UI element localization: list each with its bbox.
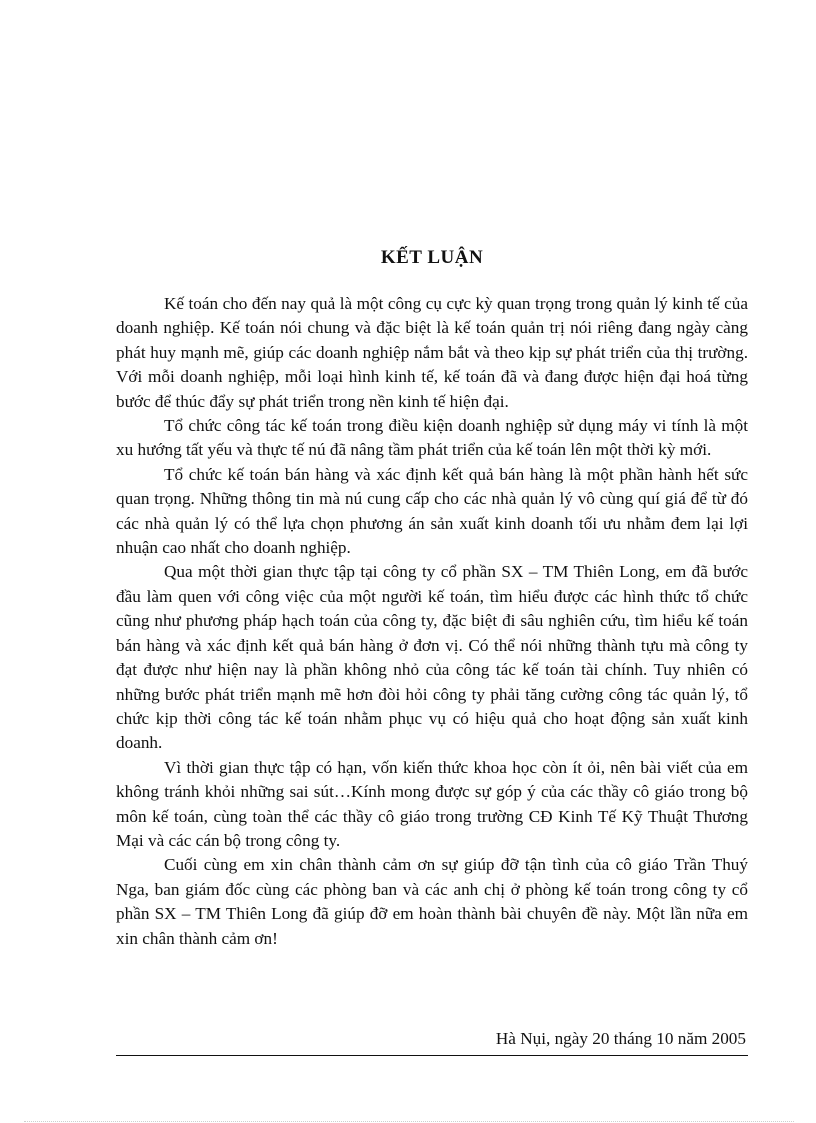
page-edge-divider bbox=[24, 1121, 794, 1122]
paragraph-6: Cuối cùng em xin chân thành cảm ơn sự giúp đỡ tận tình của cô giáo Trần Thuý Nga, ban giám đốc cùng các phòng ban và các anh chị ở phòng kế toán trong công ty cổ phần SX – TM Thiên Long đã giúp đỡ em hoàn thành bài chuyên đề này. Một lần nữa em xin chân thành cảm ơn! bbox=[116, 855, 748, 948]
paragraph-5: Vì thời gian thực tập có hạn, vốn kiến thức khoa học còn ít ỏi, nên bài viết của em không tránh khỏi những sai sút…Kính mong được sự góp ý của các thầy cô giáo trong bộ môn kế toán, cùng toàn thể các thầy cô giáo trong trường CĐ Kinh Tế Kỹ Thuật Thương Mại và các cán bộ trong công ty. bbox=[116, 757, 748, 850]
paragraph-2: Tổ chức công tác kế toán trong điều kiện doanh nghiệp sử dụng máy vi tính là một xu hướng tất yếu và thực tế nú đã nâng tầm phát triển của kế toán lên một thời kỳ mới. bbox=[116, 416, 748, 460]
paragraph-1: Kế toán cho đến nay quả là một công cụ cực kỳ quan trọng trong quản lý kinh tế của doanh nghiệp. Kế toán nói chung và đặc biệt là kế toán quản trị nói riêng đang ngày càng phát huy mạnh mẽ, giúp các doanh nghiệp nắm bắt và theo kịp sự phát triển của thị trường. Với mỗi doanh nghiệp, mỗi loại hình kinh tế, kế toán đã và đang được hiện đại hoá từng bước để thúc đẩy sự phát triển trong nền kinh tế hiện đại. bbox=[116, 294, 748, 411]
paragraph-3: Tổ chức kế toán bán hàng và xác định kết quả bán hàng là một phần hành hết sức quan trọng. Những thông tin mà nú cung cấp cho các nhà quản lý vô cùng quí giá để từ đó các nhà quản lý có thể lựa chọn phương án sản xuất kinh doanh tối ưu nhằm đem lại lợi nhuận cao nhất cho doanh nghiệp. bbox=[116, 464, 748, 558]
document-body bbox=[116, 292, 748, 951]
page-title: KẾT LUẬN bbox=[380, 247, 484, 268]
paragraph-4: Qua một thời gian thực tập tại công ty cổ phần SX – TM Thiên Long, em đã bước đầu làm quen với công việc của một người kế toán, tìm hiểu được các hình thức tổ chức cũng như phương pháp hạch toán của công ty, đặc biệt đi sâu nghiên cứu, tìm hiểu kế toán bán hàng và xác định kết quả bán hàng ở đơn vị. Có thể nói những thành tựu mà công ty đạt được như hiện nay là phần không nhỏ của công tác kế toán tài chính. Tuy nhiên có những bước phát triển mạnh mẽ hơn đòi hỏi công ty phải tăng cường công tác quản lý, tổ chức kịp thời công tác kế toán nhằm phục vụ có hiệu quả cho hoạt động sản xuất kinh doanh. bbox=[116, 562, 748, 753]
footer-divider bbox=[116, 1055, 748, 1056]
date-signature-line: Hà Nụi, ngày 20 tháng 10 năm 2005 bbox=[495, 1029, 746, 1048]
